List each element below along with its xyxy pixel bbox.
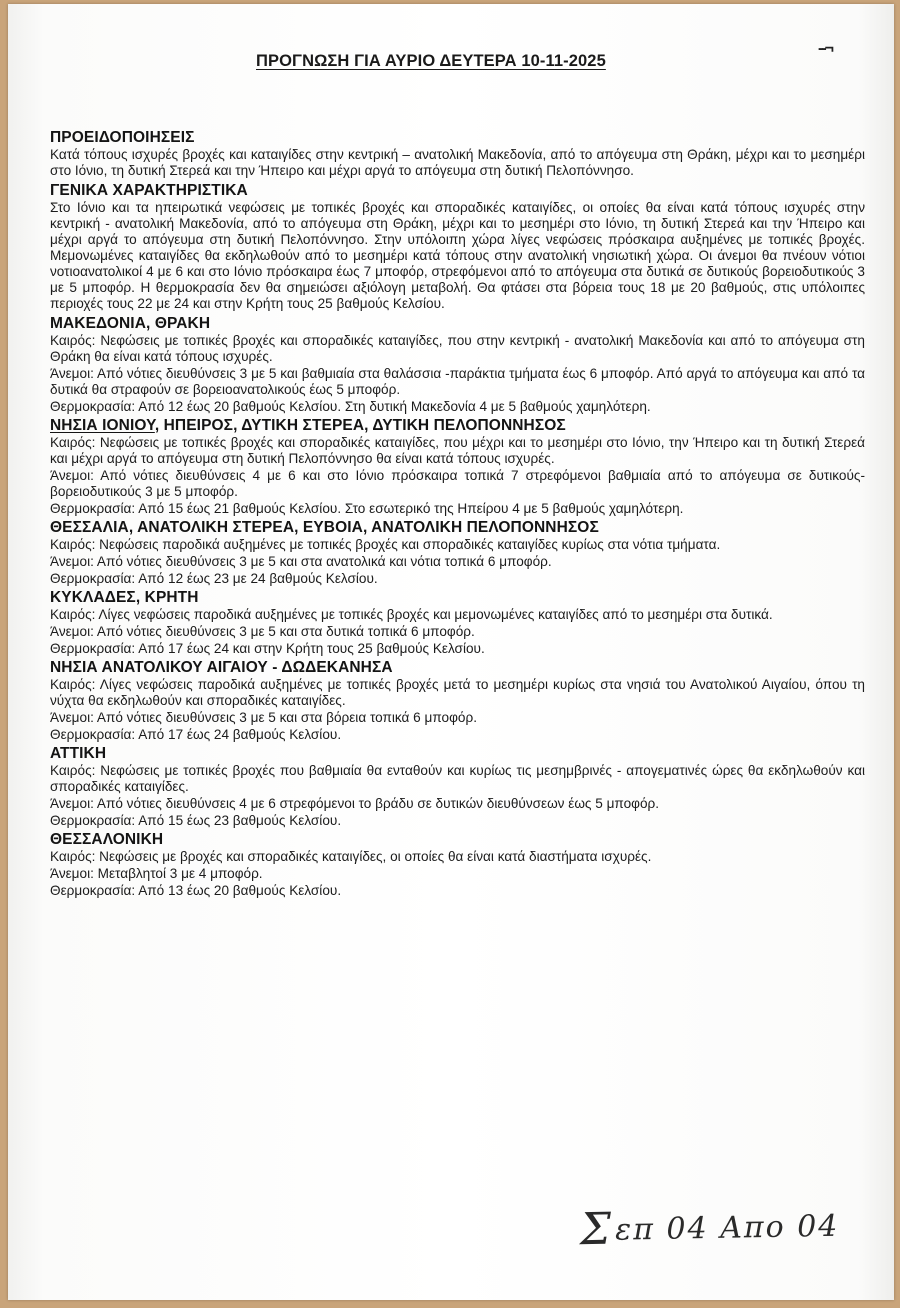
region-macedonia-thrace (50, 314, 865, 415)
region-weather: Καιρός: Νεφώσεις με τοπικές βροχές και σποραδικές καταιγίδες, που μέχρι και το μεσημέρι στο Ιόνιο, την Ήπειρο και τη δυτική Στερεά και μέχρι αργά το απόγευμα στη δυτική Πελοπόννησο θα είναι κατά τόπους ισχυρές. (50, 435, 865, 466)
region-temperature: Θερμοκρασία: Από 15 έως 21 βαθμούς Κελσίου. Στο εσωτερικό της Ηπείρου 4 με 5 βαθμούς χαμηλότερη. (50, 501, 684, 516)
general-section (50, 181, 865, 312)
region-temperature: Θερμοκρασία: Από 12 έως 20 βαθμούς Κελσίου. Στη δυτική Μακεδονία 4 με 5 βαθμούς χαμηλότερη. (50, 399, 651, 414)
region-temperature: Θερμοκρασία: Από 13 έως 20 βαθμούς Κελσίου. (50, 883, 342, 898)
region-attica (50, 744, 865, 829)
general-text: Στο Ιόνιο και τα ηπειρωτικά νεφώσεις με τοπικές βροχές και σποραδικές καταιγίδες, οι οποίες θα είναι κατά τόπους ισχυρές στην κεντρική - ανατολική Μακεδονία, από το απόγευμα στη Θράκη, μέχρι και το μεσημέρι στο Ιόνιο, τη δυτική Στερεά και την Ήπειρο και μέχρι αργά το απόγευμα στη δυτική Πελοπόννησο. Στην υπόλοιπη χώρα λίγες νεφώσεις πρόσκαιρα αυξημένες με τοπικές βροχές. Μεμονωμένες καταιγίδες θα εκδηλωθούν από το μεσημέρι κατά τόπους στην ανατολική νησιωτική χώρα. Οι άνεμοι θα πνέουν νότιοι νοτιοανατολικοί 4 με 6 και στο Ιόνιο πρόσκαιρα έως 7 μποφόρ, στρεφόμενοι από το απόγευμα στα δυτικά σε δυτικούς βορειοδυτικούς 3 με 5 μποφόρ. Η θερμοκρασία δεν θα σημειώσει αξιόλογη μεταβολή. Θα φτάσει στα βόρεια τους 18 με 20 βαθμούς, στις υπόλοιπες περιοχές τους 22 με 24 και στην Κρήτη τους 25 βαθμούς Κελσίου. (50, 200, 865, 311)
region-heading-underlined: ΝΗΣΙΑ ΙΟΝΙΟΥ (50, 417, 155, 434)
region-heading: ΘΕΣΣΑΛΟΝΙΚΗ (50, 831, 164, 848)
document-page (8, 4, 894, 1300)
region-ionian-epirus-west (50, 416, 865, 517)
region-heading: ΝΗΣΙΑ ΑΝΑΤΟΛΙΚΟΥ ΑΙΓΑΙΟΥ - ΔΩΔΕΚΑΝΗΣΑ (50, 659, 393, 676)
region-winds: Άνεμοι: Από νότιες διευθύνσεις 3 με 5 και βαθμιαία στα θαλάσσια -παράκτια τμήματα έως 6 μποφόρ. Από αργά το απόγευμα και από τα δυτικά θα στραφούν σε βορειοανατολικούς έως 5 μποφόρ. (50, 366, 865, 397)
forecast-body (50, 128, 865, 900)
region-heading-rest: , ΗΠΕΙΡΟΣ, ΔΥΤΙΚΗ ΣΤΕΡΕΑ, ΔΥΤΙΚΗ ΠΕΛΟΠΟΝΝΗΣΟΣ (154, 417, 566, 434)
region-weather: Καιρός: Λίγες νεφώσεις παροδικά αυξημένες με τοπικές βροχές και μεμονωμένες καταιγίδες από το μεσημέρι στα δυτικά. (50, 607, 773, 622)
region-temperature: Θερμοκρασία: Από 17 έως 24 βαθμούς Κελσίου. (50, 727, 342, 742)
region-weather: Καιρός: Νεφώσεις με βροχές και σποραδικές καταιγίδες, οι οποίες θα είναι κατά διαστήματα ισχυρές. (50, 849, 652, 864)
region-heading: ΜΑΚΕΔΟΝΙΑ, ΘΡΑΚΗ (50, 315, 211, 332)
region-temperature: Θερμοκρασία: Από 17 έως 24 και στην Κρήτη τους 25 βαθμούς Κελσίου. (50, 641, 485, 656)
region-weather: Καιρός: Νεφώσεις με τοπικές βροχές και σποραδικές καταιγίδες, που στην κεντρική - ανατολική Μακεδονία και από το απόγευμα στη Θράκη θα είναι κατά τόπους ισχυρές. (50, 333, 865, 364)
region-temperature: Θερμοκρασία: Από 12 έως 23 με 24 βαθμούς Κελσίου. (50, 571, 378, 586)
warnings-section (50, 128, 865, 179)
region-heading (50, 416, 865, 435)
warnings-text: Κατά τόπους ισχυρές βροχές και καταιγίδες στην κεντρική – ανατολική Μακεδονία, από το απόγευμα στη Θράκη, μέχρι και το μεσημέρι στο Ιόνιο, τη δυτική Στερεά και την Ήπειρο και μέχρι αργά το απόγευμα στη δυτική Πελοπόννησο. (50, 147, 865, 178)
general-heading: ΓΕΝΙΚΑ ΧΑΡΑΚΤΗΡΙΣΤΙΚΑ (50, 182, 248, 199)
region-cyclades-crete (50, 588, 865, 657)
region-heading: ΚΥΚΛΑΔΕΣ, ΚΡΗΤΗ (50, 589, 199, 606)
region-winds: Άνεμοι: Από νότιες διευθύνσεις 4 με 6 στρεφόμενοι το βράδυ σε δυτικών διευθύνσεων έως 5 μποφόρ. (50, 796, 660, 811)
corner-pen-mark: --¬ (818, 40, 832, 57)
handwritten-text: επ 04 Απο 04 (614, 1208, 840, 1248)
handwritten-sigma: Σ (579, 1203, 614, 1256)
region-winds: Άνεμοι: Από νότιες διευθύνσεις 3 με 5 και στα δυτικά τοπικά 6 μποφόρ. (50, 624, 475, 639)
region-winds: Άνεμοι: Από νότιες διευθύνσεις 3 με 5 και στα βόρεια τοπικά 6 μποφόρ. (50, 710, 477, 725)
region-heading: ΑΤΤΙΚΗ (50, 745, 107, 762)
warnings-heading: ΠΡΟΕΙΔΟΠΟΙΗΣΕΙΣ (50, 129, 195, 146)
region-temperature: Θερμοκρασία: Από 15 έως 23 βαθμούς Κελσίου. (50, 813, 342, 828)
region-weather: Καιρός: Λίγες νεφώσεις παροδικά αυξημένες με τοπικές βροχές μετά το μεσημέρι κυρίως στα νησιά του Ανατολικού Αιγαίου, όπου τη νύχτα θα εκδηλωθούν και σποραδικές καταιγίδες. (50, 677, 865, 708)
region-winds: Άνεμοι: Από νότιες διευθύνσεις 4 με 6 και στο Ιόνιο πρόσκαιρα τοπικά 7 στρεφόμενοι βαθμιαία από το απόγευμα σε δυτικούς-βορειοδυτικούς 3 με 5 μποφόρ. (50, 468, 865, 499)
region-winds: Άνεμοι: Από νότιες διευθύνσεις 3 με 5 και στα ανατολικά και νότια τοπικά 6 μποφόρ. (50, 554, 552, 569)
region-east-aegean-dodecanese (50, 658, 865, 743)
region-weather: Καιρός: Νεφώσεις με τοπικές βροχές που βαθμιαία θα ενταθούν και κυρίως τις μεσημβρινές - απογεματινές ώρες θα εκδηλωθούν και σποραδικές καταιγίδες. (50, 763, 865, 794)
region-thessaly-east (50, 518, 865, 587)
region-heading: ΘΕΣΣΑΛΙΑ, ΑΝΑΤΟΛΙΚΗ ΣΤΕΡΕΑ, ΕΥΒΟΙΑ, ΑΝΑΤΟΛΙΚΗ ΠΕΛΟΠΟΝΝΗΣΟΣ (50, 519, 599, 536)
handwritten-note (580, 1200, 840, 1256)
region-thessaloniki (50, 830, 865, 899)
page-title: ΠΡΟΓΝΩΣΗ ΓΙΑ ΑΥΡΙΟ ΔΕΥΤΕΡΑ 10-11-2025 (256, 52, 606, 70)
region-winds: Άνεμοι: Μεταβλητοί 3 με 4 μποφόρ. (50, 866, 263, 881)
region-weather: Καιρός: Νεφώσεις παροδικά αυξημένες με τοπικές βροχές και σποραδικές καταιγίδες κυρίως στα νότια τμήματα. (50, 537, 721, 552)
